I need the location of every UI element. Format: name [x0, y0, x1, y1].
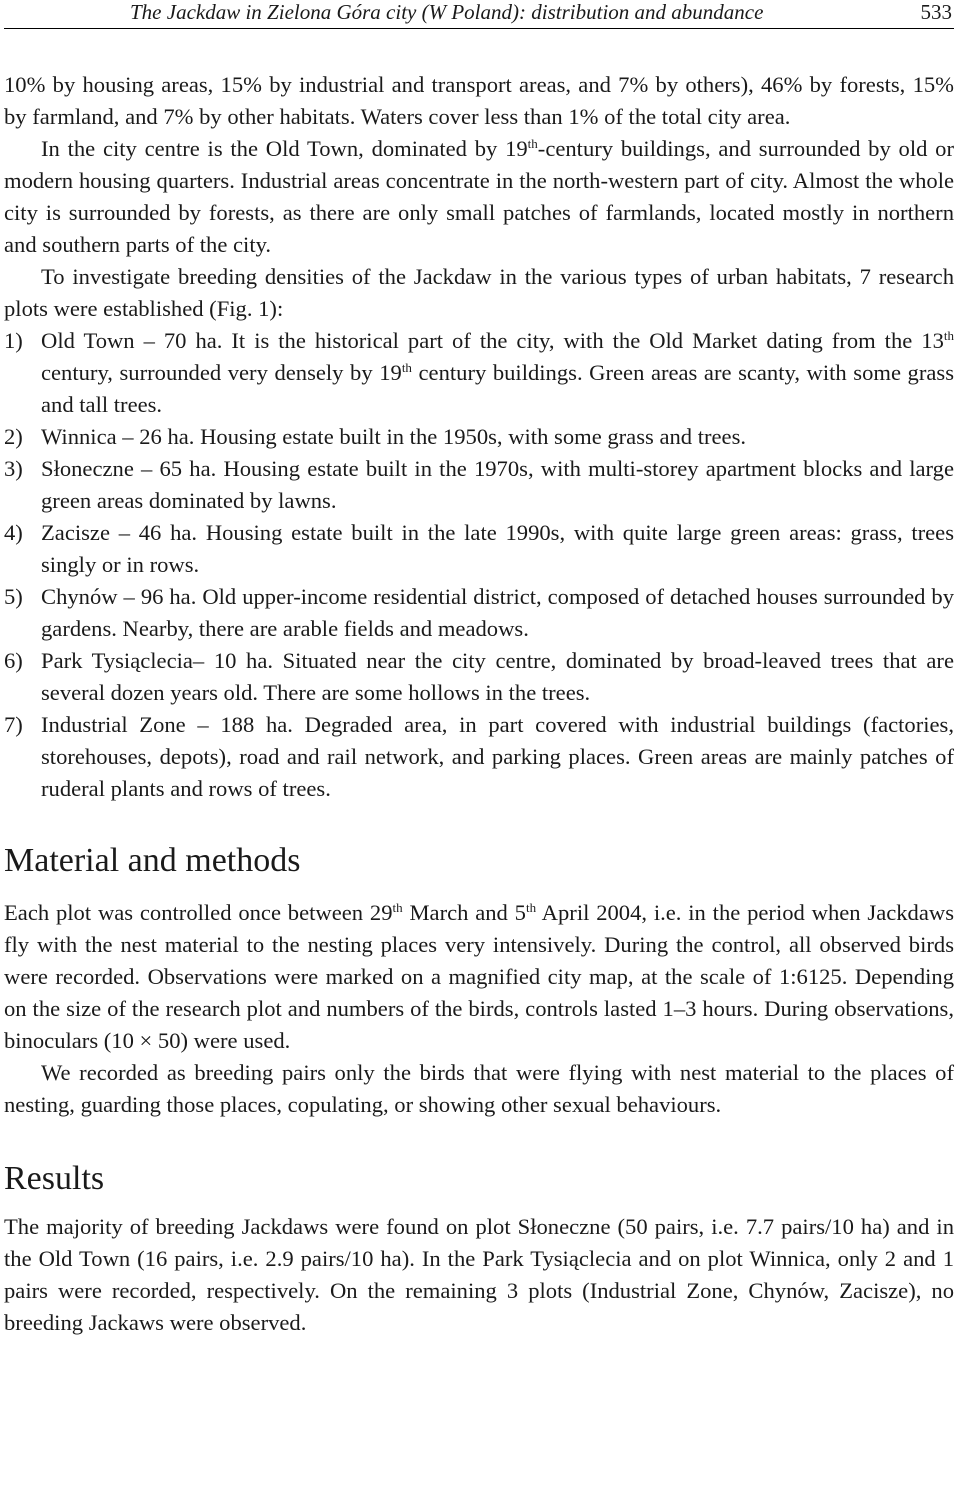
- plot-text: Słoneczne – 65 ha. Housing estate built in the 1970s, with multi-storey apartment blocks and large green areas dominated by lawns.: [41, 456, 954, 513]
- intro-paragraph-2-text-a: In the city centre is the Old Town, dominated by 19: [41, 136, 528, 161]
- list-item: [4, 645, 954, 709]
- list-number: 2): [4, 424, 23, 449]
- plot-text-c: century buildings. Green areas are scanty, with some grass and tall trees.: [41, 360, 954, 417]
- superscript-th: th: [943, 328, 954, 343]
- running-title: The Jackdaw in Zielona Góra city (W Poland): distribution and abundance: [130, 0, 764, 24]
- list-number: 1): [4, 328, 23, 353]
- plot-text: Industrial Zone – 188 ha. Degraded area, in part covered with industrial buildings (factories, storehouses, depots), road and rail network, and parking places. Green areas are mainly patches of ruderal plants and rows of trees.: [41, 712, 954, 801]
- methods-text-c: April 2004, i.e. in the period when Jackdaws fly with the nest material to the nesting places very intensively. During the control, all observed birds were recorded. Observations were marked on a magnified city map, at the scale of 1:6125. Depending on the size of the research plot and numbers of the birds, controls lasted 1–3 hours. During observations, binoculars (10 × 50) were used.: [4, 900, 954, 1053]
- section-heading-methods: Material and methods: [4, 842, 301, 879]
- list-item: [4, 325, 954, 421]
- methods-paragraph-1: [4, 897, 954, 1057]
- intro-paragraph-2: [4, 133, 954, 261]
- methods-text-b: March and 5: [402, 900, 526, 925]
- plot-text: Zacisze – 46 ha. Housing estate built in the late 1990s, with quite large green areas: grass, trees singly or in rows.: [41, 520, 954, 577]
- list-item: [4, 581, 954, 645]
- list-number: 3): [4, 456, 23, 481]
- running-header: [4, 0, 954, 29]
- section-heading-results: Results: [4, 1160, 105, 1197]
- plot-text: Chynów – 96 ha. Old upper-income residential district, composed of detached houses surrounded by gardens. Nearby, there are arable fields and meadows.: [41, 584, 954, 641]
- plot-text-a: Old Town – 70 ha. It is the historical part of the city, with the Old Market dating from the 13: [41, 328, 944, 353]
- article-body: [4, 69, 954, 1339]
- list-item: [4, 421, 954, 453]
- plot-text-b: century, surrounded very densely by 19: [41, 360, 402, 385]
- list-item: [4, 453, 954, 517]
- journal-page: [4, 0, 954, 1339]
- superscript-th: th: [401, 360, 412, 375]
- list-number: 7): [4, 712, 23, 737]
- plot-text: Winnica – 26 ha. Housing estate built in the 1950s, with some grass and trees.: [41, 424, 747, 449]
- list-number: 4): [4, 520, 23, 545]
- list-number: 6): [4, 648, 23, 673]
- intro-paragraph-3: To investigate breeding densities of the Jackdaw in the various types of urban habitats, 7 research plots were established (Fig. 1):: [4, 264, 954, 321]
- superscript-th: th: [525, 900, 537, 915]
- list-item: [4, 517, 954, 581]
- methods-text-a: Each plot was controlled once between 29: [4, 900, 393, 925]
- methods-paragraph-2: We recorded as breeding pairs only the birds that were flying with nest material to the places of nesting, guarding those places, copulating, or showing other sexual behaviours.: [4, 1060, 954, 1117]
- research-plot-list: [4, 325, 954, 805]
- intro-paragraph-2-text-b: -century buildings, and surrounded by old or modern housing quarters. Industrial areas concentrate in the north-western part of city. Almost the whole city is surrounded by forests, as there are only small patches of farmlands, located mostly in northern and southern parts of the city.: [4, 136, 954, 257]
- superscript-th: th: [392, 900, 403, 915]
- list-item: [4, 709, 954, 805]
- page-number: 533: [920, 0, 952, 24]
- results-paragraph-1: The majority of breeding Jackdaws were found on plot Słoneczne (50 pairs, i.e. 7.7 pairs/10 ha) and in the Old Town (16 pairs, i.e. 2.9 pairs/10 ha). In the Park Tysiąclecia and on plot Winnica, only 2 and 1 pairs were recorded, respectively. On the remaining 3 plots (Industrial Zone, Chynów, Zacisze), no breeding Jackaws were observed.: [4, 1214, 954, 1335]
- superscript-th: th: [527, 136, 538, 151]
- plot-text: Park Tysiąclecia– 10 ha. Situated near the city centre, dominated by broad-leaved trees that are several dozen years old. There are some hollows in the trees.: [41, 648, 954, 705]
- intro-paragraph-1: 10% by housing areas, 15% by industrial and transport areas, and 7% by others), 46% by forests, 15% by farmland, and 7% by other habitats. Waters cover less than 1% of the total city area.: [4, 72, 954, 129]
- list-number: 5): [4, 584, 23, 609]
